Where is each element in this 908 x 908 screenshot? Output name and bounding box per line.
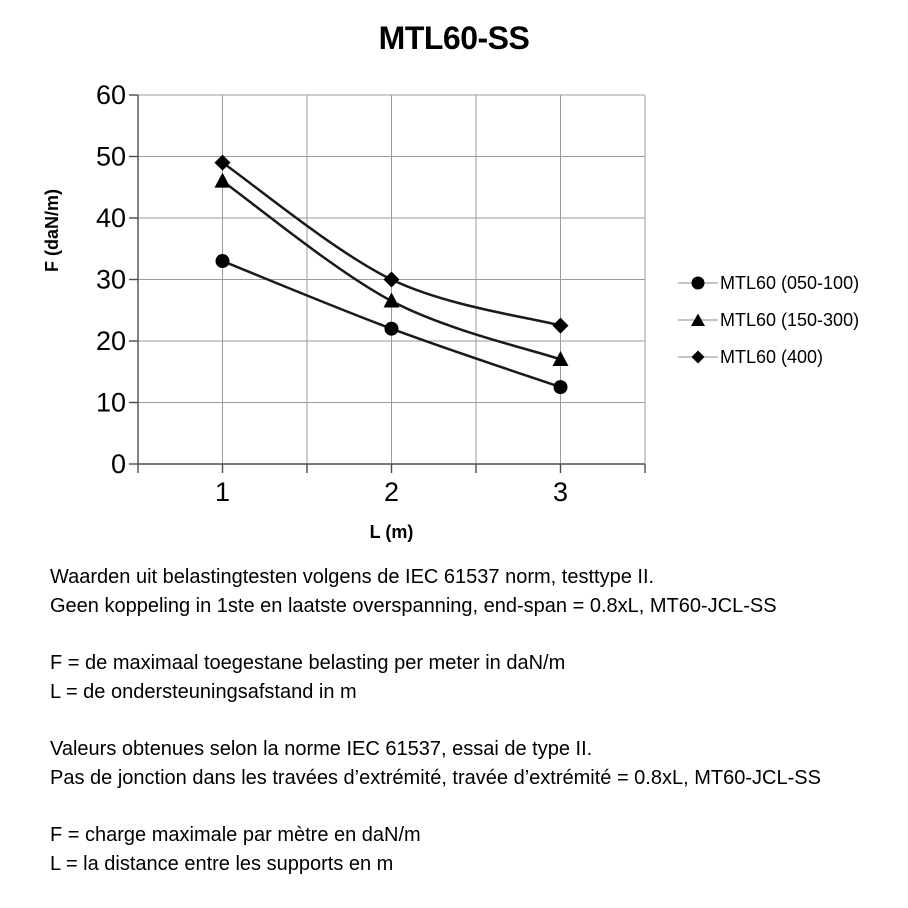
y-tick-label: 40 bbox=[95, 203, 126, 233]
legend-marker-diamond-icon bbox=[676, 348, 720, 366]
notes-block bbox=[50, 563, 821, 907]
data-point-marker-triangle bbox=[215, 173, 231, 188]
chart-figure: MTL60-SS 0 10 20 30 40 50 60 1 2 3 F (daN/m) L (m) MTL60 (050-100) MTL60 (150-300) MTL60 (400) Waarden uit belastingtesten volgens de IEC 61537 norm, testtype II. Geen koppeling in 1ste en laatste overspanning, end-span = 0.8xL, MT60-JCL-SS F = de maximaal toegestane belasting per meter in daN/m L = de ondersteuningsafstand in m Valeurs obtenues selon la norme IEC 61537, essai de type II. Pas de jonction dans les travées d’extrémité, travée d’extrémité = 0.8xL, MT60-JCL-SS F = charge maximale par mètre en daN/m L = la distance entre les supports en m bbox=[0, 0, 908, 908]
legend-label: MTL60 (050-100) bbox=[720, 272, 860, 293]
y-tick-label: 60 bbox=[95, 80, 126, 110]
data-point-marker-diamond bbox=[215, 155, 231, 171]
note-paragraph bbox=[50, 821, 821, 879]
data-point-marker-diamond bbox=[553, 318, 569, 334]
chart-title: MTL60-SS bbox=[378, 20, 530, 56]
legend-item bbox=[676, 344, 859, 370]
data-point-marker-triangle bbox=[384, 293, 400, 308]
y-tick-label: 30 bbox=[95, 264, 126, 295]
x-tick-label: 2 bbox=[383, 477, 400, 507]
note-line: F = de maximaal toegestane belasting per meter in daN/m bbox=[50, 652, 566, 674]
note-line: L = la distance entre les supports en m bbox=[50, 853, 394, 875]
note-line: F = charge maximale par mètre en daN/m bbox=[50, 824, 421, 846]
legend bbox=[676, 270, 859, 381]
y-tick-label: 10 bbox=[95, 387, 126, 418]
legend-marker-circle-icon bbox=[676, 274, 720, 292]
note-line: L = de ondersteuningsafstand in m bbox=[50, 681, 357, 703]
x-tick-label: 3 bbox=[552, 477, 569, 507]
x-axis-title: L (m) bbox=[369, 522, 414, 542]
data-point-marker-circle bbox=[385, 322, 399, 336]
data-point-marker-circle bbox=[216, 254, 230, 268]
y-tick-label: 20 bbox=[95, 326, 126, 356]
legend-marker-triangle-icon bbox=[676, 311, 720, 329]
y-tick-label: 50 bbox=[95, 141, 126, 172]
legend-label: MTL60 (150-300) bbox=[720, 309, 860, 330]
x-tick-label: 1 bbox=[214, 477, 231, 507]
note-line: Geen koppeling in 1ste en laatste overspanning, end-span = 0.8xL, MT60-JCL-SS bbox=[50, 595, 777, 617]
data-point-marker-circle bbox=[554, 380, 568, 394]
note-paragraph bbox=[50, 649, 821, 707]
note-line: Waarden uit belastingtesten volgens de IEC 61537 norm, testtype II. bbox=[50, 566, 655, 588]
legend-item bbox=[676, 307, 859, 333]
note-paragraph bbox=[50, 735, 821, 793]
legend-label: MTL60 (400) bbox=[720, 346, 824, 367]
data-point-marker-diamond bbox=[384, 272, 400, 288]
note-line: Valeurs obtenues selon la norme IEC 61537, essai de type II. bbox=[50, 738, 593, 760]
note-line: Pas de jonction dans les travées d’extrémité, travée d’extrémité = 0.8xL, MT60-JCL-SS bbox=[50, 767, 821, 789]
legend-item bbox=[676, 270, 859, 296]
note-paragraph bbox=[50, 563, 821, 621]
y-tick-label: 0 bbox=[110, 449, 126, 479]
